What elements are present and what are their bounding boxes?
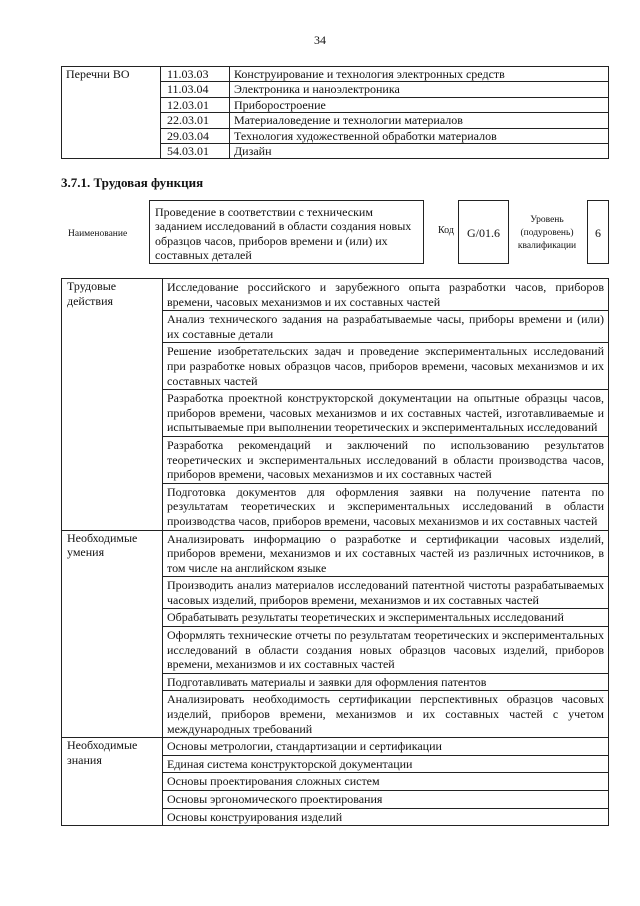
- section-title: 3.7.1. Трудовая функция: [61, 175, 204, 190]
- action-item: Решение изобретательских задач и проведение экспериментальных исследований при разработке новых образцов часов, приборов времени, часовых механизмов и их составных частей: [163, 343, 609, 390]
- vo-name: Электроника и наноэлектроника: [230, 82, 609, 97]
- code-label: Код: [438, 225, 454, 236]
- vo-code: 22.03.01: [161, 113, 230, 128]
- knowledge-item: Основы эргономического проектирования: [163, 791, 609, 809]
- vo-name: Материаловедение и технологии материалов: [230, 113, 609, 128]
- knowledge-item: Единая система конструкторской документации: [163, 755, 609, 773]
- knowledge-item: Основы метрологии, стандартизации и сертификации: [163, 738, 609, 756]
- function-name: Проведение в соответствии с техническим заданием исследований в области создания новых образцов часов, приборов времени и (или) их составных деталей: [149, 200, 424, 264]
- knowledge-item: Основы проектирования сложных систем: [163, 773, 609, 791]
- skill-item: Оформлять технические отчеты по результатам теоретических и экспериментальных исследований в области создания новых образцов часовых изделий, приборов времени, механизмов и их составных частей: [163, 627, 609, 674]
- vo-code: 11.03.04: [161, 82, 230, 97]
- vo-list-table: [61, 66, 609, 159]
- table-row: [62, 530, 609, 577]
- qualification-level: 6: [587, 200, 609, 264]
- action-item: Исследование российского и зарубежного опыта разработки часов, приборов времени, часовых механизмов и их составных частей: [163, 279, 609, 311]
- action-item: Разработка рекомендаций и заключений по использованию результатов теоретических и экспериментальных исследований в области производства часов, приборов времени, часовых механизмов и их составных частей: [163, 436, 609, 483]
- table-row: [62, 738, 609, 756]
- labor-function-table: [61, 278, 609, 826]
- table-row: [62, 67, 609, 82]
- skill-item: Анализировать необходимость сертификации перспективных образцов часовых изделий, приборов времени, механизмов и их составных частей с учетом международных требований: [163, 691, 609, 738]
- vo-name: Технология художественной обработки материалов: [230, 128, 609, 143]
- skills-label: Необходимые умения: [62, 530, 163, 738]
- vo-label: Перечни ВО: [62, 67, 161, 159]
- knowledge-label: Необходимые знания: [62, 738, 163, 826]
- vo-name: Конструирование и технология электронных средств: [230, 67, 609, 82]
- skill-item: Подготавливать материалы и заявки для оформления патентов: [163, 673, 609, 691]
- vo-code: 29.03.04: [161, 128, 230, 143]
- actions-label: Трудовые действия: [62, 279, 163, 531]
- vo-name: Приборостроение: [230, 97, 609, 112]
- page-number: 34: [314, 33, 326, 47]
- skill-item: Анализировать информацию о разработке и сертификации часовых изделий, приборов времени, механизмов и их составных частей из различных источников, в том числе на английском языке: [163, 530, 609, 577]
- vo-code: 12.03.01: [161, 97, 230, 112]
- name-label: Наименование: [68, 229, 128, 239]
- action-item: Разработка проектной конструкторской документации на опытные образцы часов, приборов времени, часовых механизмов и их составных частей, изготавливаемые и испытываемые при выполнении теоретических и экспериментальных исследований: [163, 390, 609, 437]
- table-row: [62, 279, 609, 311]
- level-label: Уровень (подуровень) квалификации: [517, 215, 577, 251]
- vo-name: Дизайн: [230, 144, 609, 159]
- action-item: Анализ технического задания на разрабатываемые часы, приборы времени и (или) их составные детали: [163, 311, 609, 343]
- vo-code: 11.03.03: [161, 67, 230, 82]
- vo-code: 54.03.01: [161, 144, 230, 159]
- knowledge-item: Основы конструирования изделий: [163, 808, 609, 826]
- function-code: G/01.6: [458, 200, 509, 264]
- skill-item: Обрабатывать результаты теоретических и экспериментальных исследований: [163, 609, 609, 627]
- skill-item: Производить анализ материалов исследований патентной чистоты разрабатываемых часовых изделий, приборов времени, механизмов и их составных частей: [163, 577, 609, 609]
- action-item: Подготовка документов для оформления заявки на получение патента по результатам теоретических и экспериментальных исследований в области производства часов, приборов времени, часовых механизмов и их составных частей: [163, 483, 609, 530]
